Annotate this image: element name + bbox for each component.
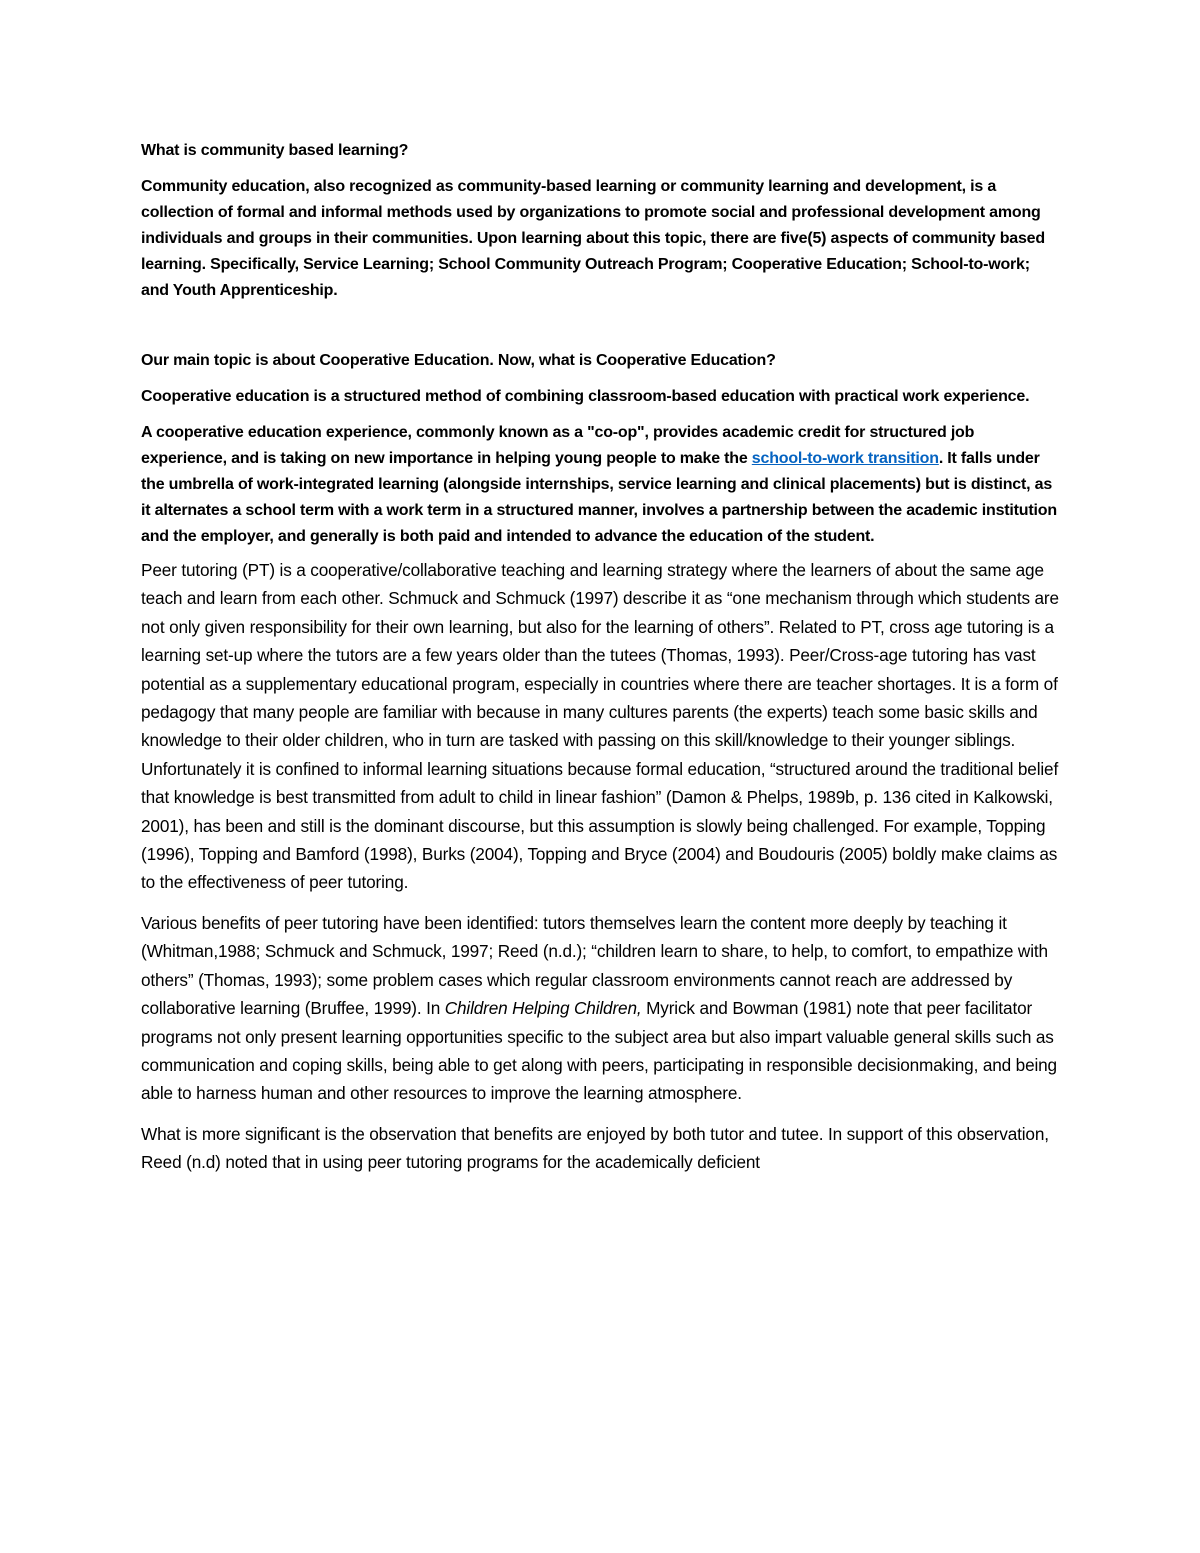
benefits-text-before-italic: Various benefits of peer tutoring have been identified: tutors themselves learn the content more deeply by teaching it (Whitman,1988; Schmuck and Schmuck, 1997; Reed (n.d.); “children learn to share, to help, to comfort, to empathize with others” (Thomas, 1993); some problem cases which regular classroom environments cannot reach are addressed by collaborative learning (Bruffee, 1999). In (141, 912, 1048, 1019)
paragraph-cooperative-definition: Cooperative education is a structured method of combining classroom-based education with practical work experience. (141, 388, 1030, 405)
co-op-text-after-link: . It falls under the umbrella of work-integrated learning (alongside internships, service learning and clinical placements) but is distinct, as it alternates a school term with a work term in a structured manner, involves a partnership between the academic institution and the employer, and generally is both paid and intended to advance the education of the student. (141, 450, 1057, 545)
paragraph-significance: What is more significant is the observation that benefits are enjoyed by both tutor and tutee. In support of this observation, Reed (n.d) noted that in using peer tutoring programs for the academically deficient (141, 1123, 1049, 1173)
paragraph-peer-tutoring: Peer tutoring (PT) is a cooperative/collaborative teaching and learning strategy where the learners of about the same age teach and learn from each other. Schmuck and Schmuck (1997) describe it as “one mechanism through which students are not only given responsibility for their own learning, but also for the learning of others”. Related to PT, cross age tutoring is a learning set-up where the tutors are a few years older than the tutees (Thomas, 1993). Peer/Cross-age tutoring has vast potential as a supplementary educational program, especially in countries where there are teacher shortages. It is a form of pedagogy that many people are familiar with because in many cultures parents (the experts) teach some basic skills and knowledge to their older children, who in turn are tasked with passing on this skill/knowledge to their younger siblings. Unfortunately it is confined to informal learning situations because formal education, “structured around the traditional belief that knowledge is best transmitted from adult to child in linear fashion” (Damon & Phelps, 1989b, p. 136 cited in Kalkowski, 2001), has been and still is the dominant discourse, but this assumption is slowly being challenged. For example, Topping (1996), Topping and Bamford (1998), Burks (2004), Topping and Bryce (2004) and Boudouris (2005) boldly make claims as to the effectiveness of peer tutoring. (141, 560, 1059, 893)
paragraph-community-education: Community education, also recognized as community-based learning or community learning and development, is a collection of formal and informal methods used by organizations to promote social and professional development among individuals and groups in their communities. Upon learning about this topic, there are five(5) aspects of community based learning. Specifically, Service Learning; School Community Outreach Program; Cooperative Education; School-to-work; and Youth Apprenticeship. (141, 178, 1045, 299)
book-title-italic: Children Helping Children, (444, 998, 642, 1019)
document-page (141, 138, 1061, 1177)
heading-community-based-learning: What is community based learning? (141, 142, 409, 159)
benefits-text-after-italic: Myrick and Bowman (1981) note that peer facilitator programs not only present learning opportunities specific to the subject area but also impart valuable general skills such as communication and coping skills, being able to get along with peers, participating in responsible decisionmaking, and being able to harness human and other resources to improve the learning atmosphere. (141, 998, 1057, 1104)
co-op-text-before-link: A cooperative education experience, commonly known as a "co-op", provides academic credit for structured job experience, and is taking on new importance in helping young people to make the (141, 424, 975, 467)
paragraph-benefits (141, 909, 1061, 1108)
heading-cooperative-education: Our main topic is about Cooperative Education. Now, what is Cooperative Education? (141, 352, 776, 369)
paragraph-co-op-experience (141, 420, 1061, 550)
school-to-work-transition-link[interactable]: school-to-work transition (751, 450, 939, 467)
